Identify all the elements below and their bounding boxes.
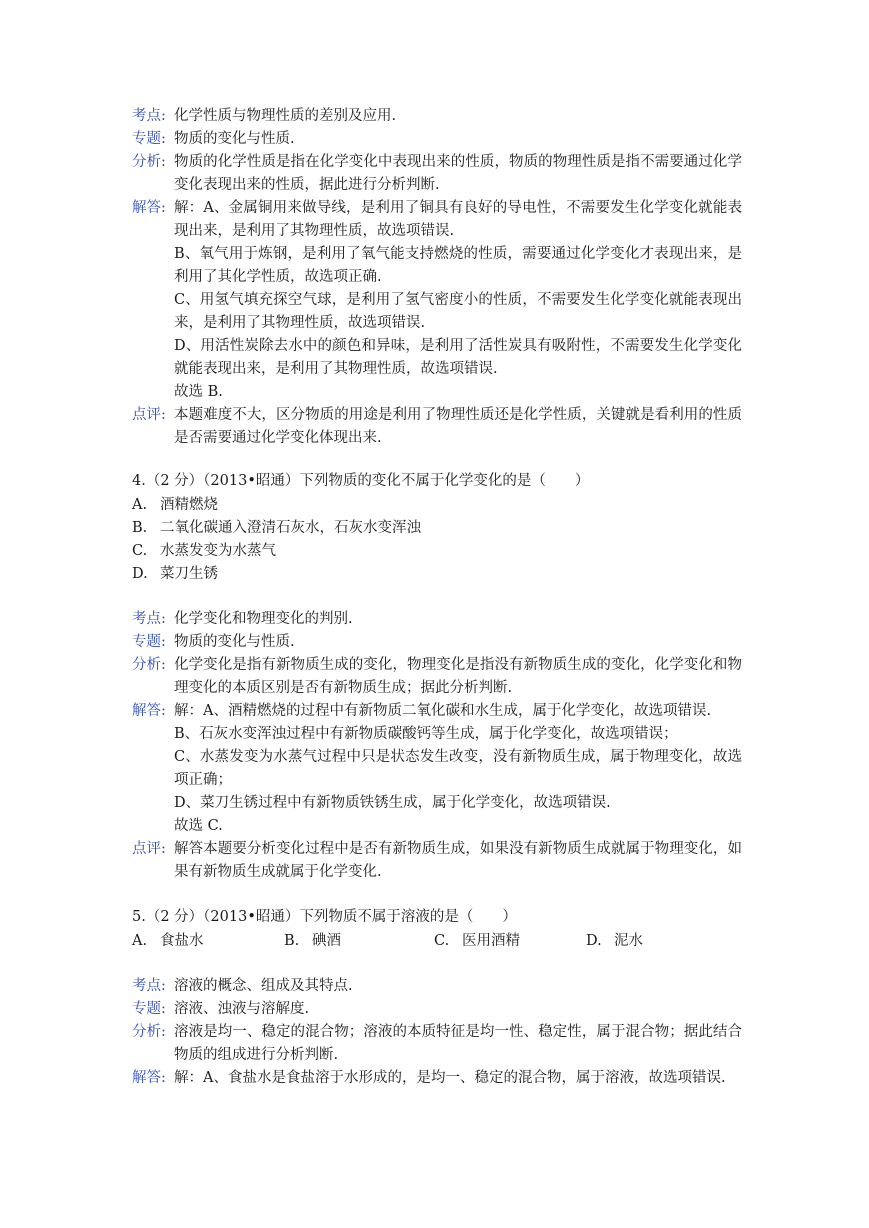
jieda-answer: 故选 C.: [174, 818, 223, 834]
jieda-line: B、石灰水变浑浊过程中有新物质碳酸钙等生成，属于化学变化，故选项错误；: [174, 726, 678, 742]
question-4-stem: 4.（2 分）（2013•昭通）下列物质的变化不属于化学变化的是（ ）: [132, 473, 590, 489]
jieda-line: D、用活性炭除去水中的颜色和异味，是利用了活性炭具有吸附性，不需要发生化学变化就能表现出来，是利用了其物理性质，故选项错误.: [174, 338, 742, 377]
fenxi-label: 分析:: [132, 1024, 166, 1040]
jieda-answer: 故选 B.: [174, 384, 223, 400]
option-text: 水蒸发变为水蒸气: [160, 543, 276, 559]
option-key: A.: [132, 933, 148, 949]
option-text: 碘酒: [312, 933, 341, 949]
zhuanti-row-2: [132, 631, 742, 654]
zhuanti-label: 专题:: [132, 1001, 166, 1017]
kaodian-label: 考点:: [132, 611, 166, 627]
q5-option-b: [284, 930, 341, 953]
dianping-text: 本题难度不大，区分物质的用途是利用了物理性质还是化学性质，关键就是看利用的性质是否需要通过化学变化体现出来.: [174, 407, 742, 446]
option-key: A.: [132, 497, 148, 513]
dianping-label: 点评:: [132, 841, 166, 857]
jieda-line: C、水蒸发变为水蒸气过程中只是状态发生改变，没有新物质生成，属于物理变化，故选项正确；: [174, 749, 742, 788]
jieda-line: 解：A、食盐水是食盐溶于水形成的，是均一、稳定的混合物，属于溶液，故选项错误.: [174, 1070, 726, 1086]
kaodian-row-3: [132, 975, 742, 998]
option-text: 二氧化碳通入澄清石灰水，石灰水变浑浊: [160, 520, 421, 536]
jieda-label: 解答:: [132, 703, 166, 719]
q4-option-d: [132, 563, 218, 586]
dianping-row-1: [132, 404, 742, 450]
kaodian-label: 考点:: [132, 978, 166, 994]
kaodian-text: 化学性质与物理性质的差别及应用.: [174, 108, 397, 124]
jieda-row-1: [132, 197, 742, 404]
option-key: D.: [586, 933, 602, 949]
zhuanti-row-1: [132, 128, 742, 151]
zhuanti-label: 专题:: [132, 634, 166, 650]
kaodian-row-1: [132, 105, 742, 128]
dianping-row-2: [132, 838, 742, 884]
dianping-text: 解答本题要分析变化过程中是否有新物质生成，如果没有新物质生成就属于物理变化，如果有新物质生成就属于化学变化.: [174, 841, 742, 880]
dianping-label: 点评:: [132, 407, 166, 423]
zhuanti-text: 物质的变化与性质.: [174, 131, 295, 147]
jieda-row-3: [132, 1067, 742, 1090]
jieda-line: D、菜刀生锈过程中有新物质铁锈生成，属于化学变化，故选项错误.: [174, 795, 611, 811]
option-text: 食盐水: [160, 933, 204, 949]
jieda-row-2: [132, 700, 742, 838]
option-text: 泥水: [614, 933, 643, 949]
jieda-line: B、氧气用于炼钢，是利用了氧气能支持燃烧的性质，需要通过化学变化才表现出来，是利用了其化学性质，故选项正确.: [174, 246, 742, 285]
fenxi-row-3: [132, 1021, 742, 1067]
option-text: 医用酒精: [462, 933, 520, 949]
jieda-line: 解：A、酒精燃烧的过程中有新物质二氧化碳和水生成，属于化学变化，故选项错误.: [174, 703, 712, 719]
zhuanti-text: 物质的变化与性质.: [174, 634, 295, 650]
fenxi-row-1: [132, 151, 742, 197]
zhuanti-text: 溶液、浊液与溶解度.: [174, 1001, 310, 1017]
q4-option-b: [132, 517, 421, 540]
option-key: B.: [284, 933, 300, 949]
option-text: 菜刀生锈: [160, 566, 218, 582]
zhuanti-row-3: [132, 998, 742, 1021]
kaodian-text: 溶液的概念、组成及其特点.: [174, 978, 353, 994]
fenxi-text: 物质的化学性质是指在化学变化中表现出来的性质，物质的物理性质是指不需要通过化学变化表现出来的性质，据此进行分析判断.: [174, 154, 742, 193]
option-key: B.: [132, 520, 148, 536]
kaodian-label: 考点:: [132, 108, 166, 124]
jieda-line: C、用氢气填充探空气球，是利用了氢气密度小的性质，不需要发生化学变化就能表现出来，是利用了其物理性质，故选项错误.: [174, 292, 742, 331]
jieda-label: 解答:: [132, 1070, 166, 1086]
kaodian-text: 化学变化和物理变化的判别.: [174, 611, 353, 627]
fenxi-text: 化学变化是指有新物质生成的变化，物理变化是指没有新物质生成的变化，化学变化和物理变化的本质区别是否有新物质生成；据此分析判断.: [174, 657, 742, 696]
q4-option-c: [132, 540, 276, 563]
kaodian-row-2: [132, 608, 742, 631]
q4-option-a: [132, 494, 218, 517]
option-key: C.: [132, 543, 148, 559]
fenxi-label: 分析:: [132, 657, 166, 673]
q5-option-c: [434, 930, 520, 953]
jieda-label: 解答:: [132, 200, 166, 216]
zhuanti-label: 专题:: [132, 131, 166, 147]
fenxi-text: 溶液是均一、稳定的混合物；溶液的本质特征是均一性、稳定性，属于混合物；据此结合物质的组成进行分析判断.: [174, 1024, 742, 1063]
q5-option-d: [586, 930, 643, 953]
fenxi-label: 分析:: [132, 154, 166, 170]
q5-option-a: [132, 930, 204, 953]
question-5-stem: 5.（2 分）（2013•昭通）下列物质不属于溶液的是（ ）: [132, 909, 517, 925]
fenxi-row-2: [132, 654, 742, 700]
jieda-line: 解：A、金属铜用来做导线，是利用了铜具有良好的导电性，不需要发生化学变化就能表现出来，是利用了其物理性质，故选项错误.: [174, 200, 742, 239]
option-key: C.: [434, 933, 450, 949]
option-key: D.: [132, 566, 148, 582]
option-text: 酒精燃烧: [160, 497, 218, 513]
